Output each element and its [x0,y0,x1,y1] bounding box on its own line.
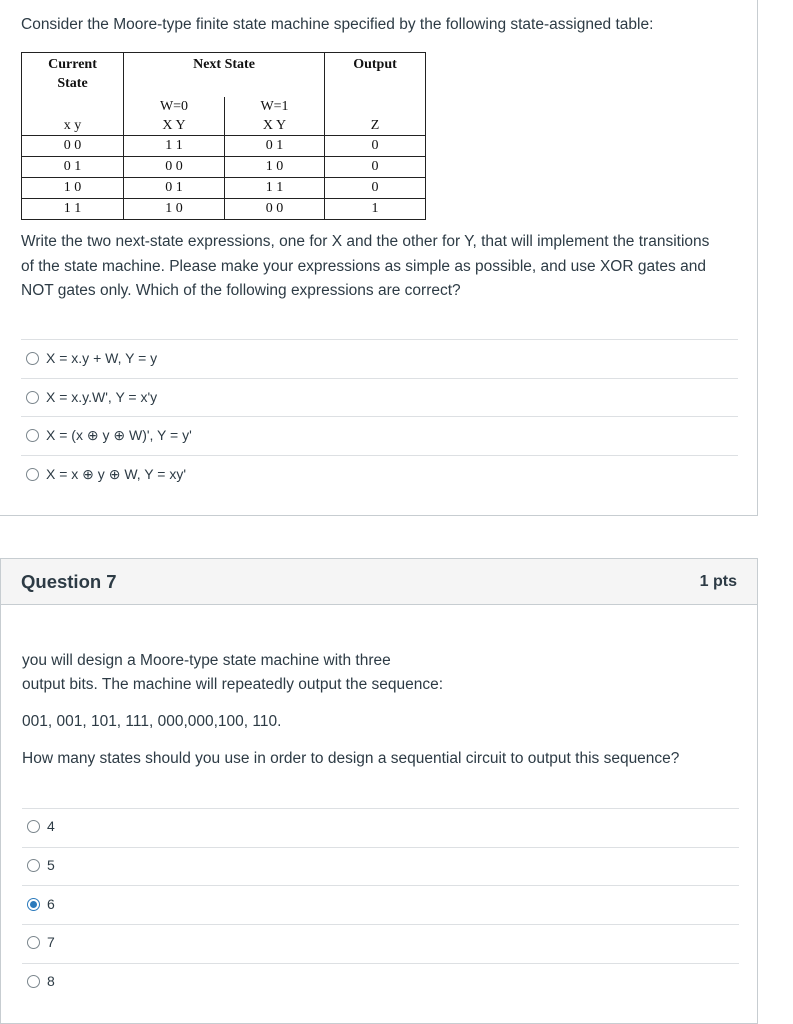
table-row [22,178,426,199]
q6-prompt: Consider the Moore-type finite state machine specified by the following state-assigned table: [21,16,654,33]
q6-option-2[interactable] [21,385,157,409]
table-cell: 1 0 [225,157,325,178]
q6-option-1[interactable] [21,346,157,370]
table-cell: 0 0 [22,136,124,157]
q7-option-4[interactable] [22,814,55,838]
radio-button-selected[interactable] [27,898,40,911]
option-label: 5 [47,857,55,873]
option-label: 7 [47,934,55,950]
subheader-out-var: Z [325,116,426,136]
radio-button[interactable] [27,859,40,872]
q7-option-5[interactable] [22,853,55,877]
question-7-card [0,558,758,1024]
q7-option-7[interactable] [22,930,55,954]
q7-question: How many states should you use in order to design a sequential circuit to output this sequence? [22,750,680,767]
option-label: X = x.y + W, Y = y [46,350,158,366]
subheader-cur-vars: x y [22,116,124,136]
table-cell: 0 [325,178,426,199]
q7-line-2: output bits. The machine will repeatedly output the sequence: [22,676,444,693]
q6-instructions: Write the two next-state expressions, one for X and the other for Y, that will implement the transitions of the state machine. Please make your expressions as simple as possible, and use XOR gates and NOT gates only. Which of the following expressions are correct? [21,233,710,299]
table-cell: 0 1 [225,136,325,157]
radio-button[interactable] [27,820,40,833]
option-label: 6 [47,896,55,912]
question-title: Question 7 [21,571,117,592]
option-label: X = (x ⊕ y ⊕ W)', Y = y' [46,426,192,443]
header-state: State [57,76,88,91]
subheader-w0-vars: X Y [124,116,225,136]
table-cell: 1 1 [22,199,124,220]
table-cell: 0 1 [22,157,124,178]
state-table [21,52,426,220]
q7-option-6[interactable] [22,892,55,916]
option-label: X = x ⊕ y ⊕ W, Y = xy' [46,465,186,482]
subheader-w1: W=1 [225,97,325,116]
header-output: Output [325,53,426,98]
table-row [22,199,426,220]
radio-button[interactable] [27,936,40,949]
table-cell: 0 1 [124,178,225,199]
table-row [22,136,426,157]
table-cell: 1 1 [225,178,325,199]
table-cell: 1 [325,199,426,220]
q7-sequence: 001, 001, 101, 111, 000,000,100, 110. [22,713,282,730]
table-cell: 0 [325,157,426,178]
radio-button[interactable] [26,391,39,404]
question-6-card [0,0,758,516]
header-next-state: Next State [124,53,325,98]
q6-option-4[interactable] [21,462,186,486]
option-label: 4 [47,818,55,834]
table-row [22,157,426,178]
table-cell: 1 1 [124,136,225,157]
option-label: X = x.y.W', Y = x'y [46,389,158,405]
table-cell: 0 [325,136,426,157]
header-current: Current [48,57,97,72]
question-points: 1 pts [699,573,737,590]
table-cell: 1 0 [124,199,225,220]
q7-line-1: you will design a Moore-type state machine with three [22,652,391,669]
subheader-w1-vars: X Y [225,116,325,136]
table-cell: 0 0 [225,199,325,220]
q7-option-8[interactable] [22,969,55,993]
radio-button[interactable] [26,468,39,481]
table-cell: 0 0 [124,157,225,178]
q6-option-3[interactable] [21,423,192,447]
option-label: 8 [47,973,55,989]
subheader-w0: W=0 [124,97,225,116]
radio-button[interactable] [26,429,39,442]
radio-button[interactable] [27,975,40,988]
radio-button[interactable] [26,352,39,365]
table-cell: 1 0 [22,178,124,199]
question-header [1,559,757,605]
